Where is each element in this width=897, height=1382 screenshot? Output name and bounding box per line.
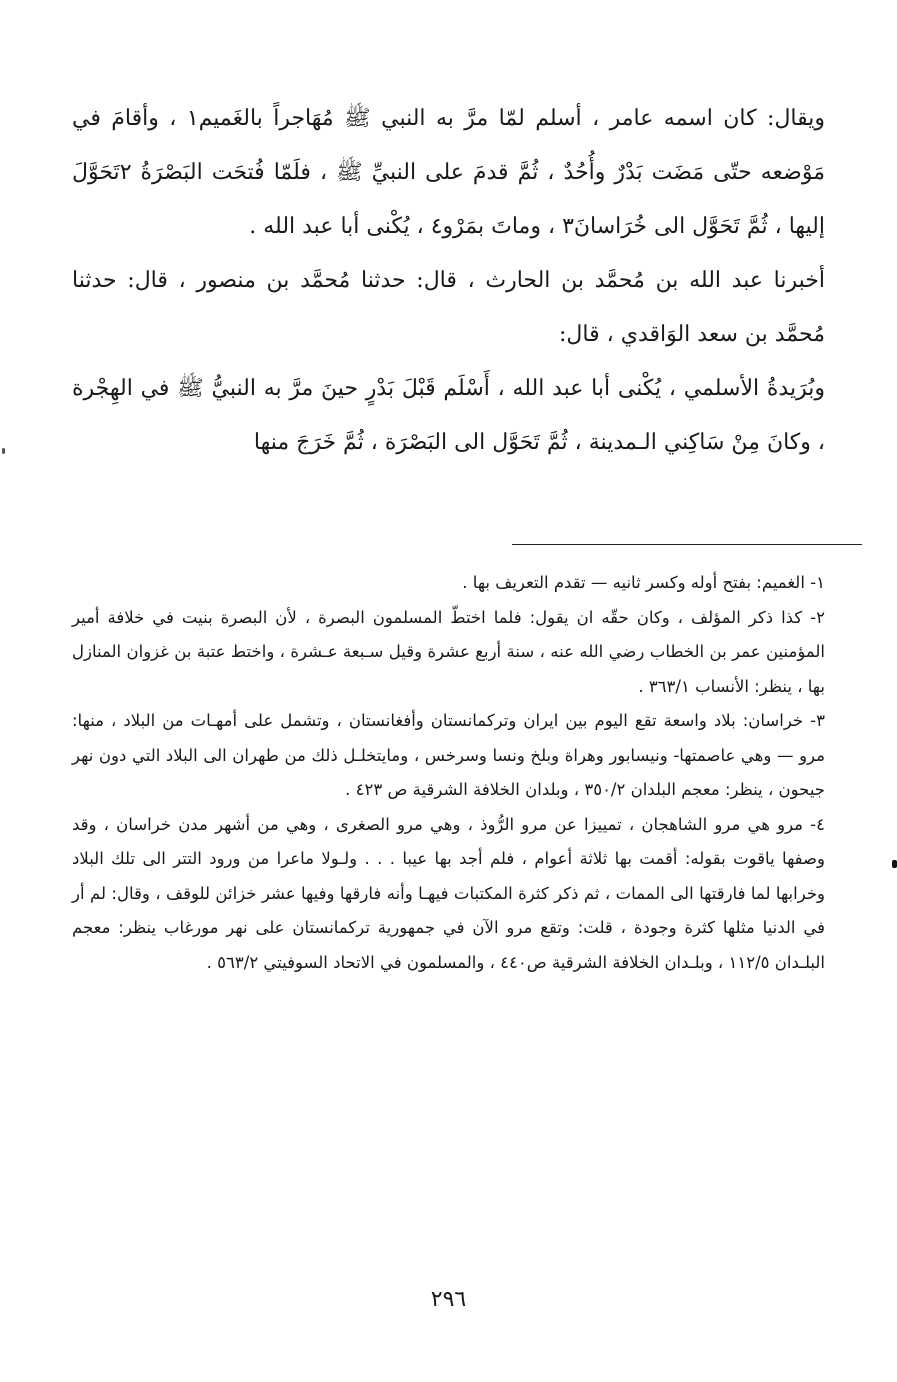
margin-mark bbox=[2, 448, 5, 454]
page-number: ٢٩٦ bbox=[430, 1287, 467, 1312]
main-text bbox=[72, 92, 825, 470]
margin-mark bbox=[892, 860, 897, 868]
footnote: ٤- مرو هي مرو الشاهجان ، تمييزا عن مرو الرُّوذ ، وهي مرو الصغرى ، وهي من أشهر مدن خراسان ، وقد وصفها ياقوت بقوله: أقمت بها ثلاثة أعوام ، فلم أجد بها عيبا . . . ولـولا ماعرا من ورود التتر الى تلك البلاد وخرابها لما فارقتها الى الممات ، ثم ذكر كثرة المكتبات فيهـا وأنه فارقها وفيها عشر خزائن للوقف ، وقال: لم أر في الدنيا مثلها كثرة وجودة ، قلت: وتقع مرو الآن في جمهورية تركمانستان على نهر مورغاب ينظر: معجم البلـدان ١١٢/٥ ، وبلـدان الخلافة الشرقية ص٤٤٠ ، والمسلمون في الاتحاد السوفيتي ٥٦٣/٢ . bbox=[72, 814, 825, 972]
main-paragraph: وبُرَيدةُ الأسلمي ، يُكْنى أبا عبد الله ، أَسْلَم قَبْلَ بَدْرٍ حينَ مرَّ به النبيُّ ﷺ في الهِجْرة ، وكانَ مِنْ سَاكِني الـمدينة ، ثُمَّ تَحَوَّل الى البَصْرَة ، ثُمَّ خَرَجَ منها bbox=[72, 376, 825, 455]
footnote: ٢- كذا ذكر المؤلف ، وكان حقّه ان يقول: فلما اختطّ المسلمون البصرة ، لأن البصرة بنيت في خلافة أمير المؤمنين عمر بن الخطاب رضي الله عنه ، سنة أربع عشرة وقيل سـبعة عـشرة ، واختط عتبة بن غزوان المنازل بها ، ينظر: الأنساب ٣٦٣/١ . bbox=[72, 607, 825, 696]
main-paragraph: أخبرنا عبد الله بن مُحمَّد بن الحارث ، قال: حدثنا مُحمَّد بن منصور ، قال: حدثنا مُحمَّد بن سعد الوَاقدي ، قال: bbox=[72, 268, 825, 347]
footnote-separator bbox=[512, 544, 862, 545]
main-paragraph: ويقال: كان اسمه عامر ، أسلم لمّا مرَّ به النبي ﷺ مُهَاجراً بالغَميم١ ، وأقامَ في مَوْضعه حتّى مَضَت بَدْرٌ وأُحُدٌ ، ثُمَّ قدمَ على النبيِّ ﷺ ، فلَمّا فُتحَت البَصْرَةُ ٢تَحَوَّلَ إليها ، ثُمَّ تَحَوَّل الى خُرَاسانَ٣ ، وماتَ بمَرْو٤ ، يُكْنى أبا عبد الله . bbox=[72, 106, 826, 239]
footnote: ٣- خراسان: بلاد واسعة تقع اليوم بين ايران وتركمانستان وأفغانستان ، وتشمل على أمهـات من البلاد ، منها: مرو — وهي عاصمتها- ونيسابور وهراة وبلخ ونسا وسرخس ، ومايتخلـل ذلك من طهران الى البلاد التي دون نهر جيحون ، ينظر: معجم البلدان ٣٥٠/٢ ، وبلدان الخلافة الشرقية ص ٤٢٣ . bbox=[72, 711, 825, 799]
footnote: ١- الغميم: بفتح أوله وكسر ثانيه — تقدم التعريف بها . bbox=[462, 573, 825, 592]
footnotes bbox=[72, 566, 825, 980]
